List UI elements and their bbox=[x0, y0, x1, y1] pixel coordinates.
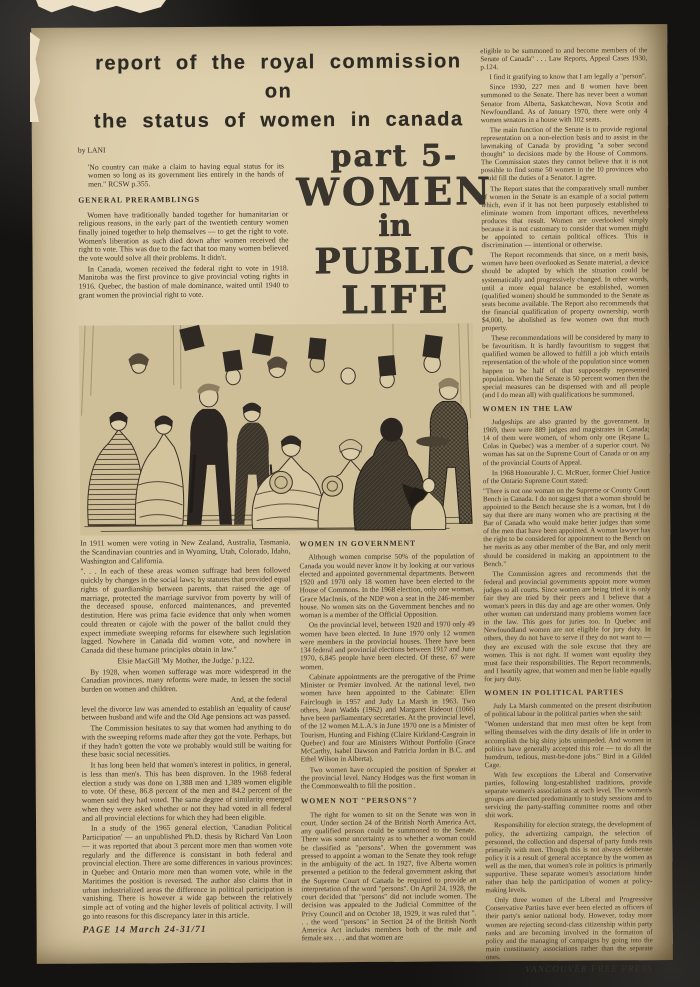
article-paragraph: In Canada, women received the federal right to vote in 1918. Manitoba was the first province to give provincial voting rights in 1916. Quebec, the bastion of male dominance, waited until 1940 to grant women the provincial right to vote. bbox=[78, 263, 289, 300]
byline: by LANI bbox=[77, 145, 106, 155]
main-article-area bbox=[77, 45, 493, 953]
article-paragraph: In 1911 women were voting in New Zealand, Australia, Tasmania, the Scandinavian countries and in Wyoming, Utah, Colorado, Idaho, Washington and California. bbox=[80, 537, 291, 566]
article-paragraph: The Report recommends that since, on a merit basis, women have been overlooked as Senate material, a device should be adopted by which the situation could be systematically and progressively changed. In other words, until a more equal balance be established, women (qualified women) should be summonded to the Senate as seats become available. The Report also recommends that the financial qualification of property ownership, worth $4,000, be abolished as few women own that much property. bbox=[481, 250, 649, 333]
article-paragraph-body: level the divorce law was amended to establish an 'equality of cause' between husband and wife and the Old Age pensions act was passed. bbox=[81, 702, 292, 722]
article-paragraph: Only three women of the Liberal and Progressive Conservative Parties have ever been elected as officers of their party's senior national body. However, today more women are rejecting second-class citizenship within party ranks and are becoming involved in the formation of policy and the managing of campaigns by going into the main constituency associations rather than the separate ones. bbox=[485, 895, 653, 962]
article-paragraph: The Commission hesitates to say that women had anything to do with the sweeping reforms made after they got the vote. Perhaps, but if they hadn't gotten the vote we probably would still be waiting for these basic social necessities. bbox=[81, 722, 292, 759]
victorian-crowd-engraving bbox=[79, 323, 474, 535]
article-paragraph: Women have traditionally banded together for humanitarian or religious reasons, in the early part of the twentieth century women finally joined together to help themselves — to get the right to vote. Women's liberation as such died down after women received the right to vote. This was due to the fact that too many women believed the vote would solve all their problems. It didn't. bbox=[78, 208, 289, 263]
article-paragraph: Two women have occupied the position of Speaker at the provincial level. Nancy Hodges was the first woman in the Commonwealth to fill the position . bbox=[300, 763, 476, 791]
article-paragraph: "Women understand that men must often be kept from selling themselves with the dirty details of life in order to accomplish the big shiny jobs unimpeded. And women in politics have generally accepted this role — to do all the humdrum, tedious, must-be-done jobs." Bird in a Gilded Cage. bbox=[484, 719, 652, 769]
article-paragraph: The Commission agrees and recommends that the federal and provincial governments appoint more women judges to all courts. Since women are being tried it is only fair they are tried by their peers and I believe that a woman's peers in this day and age are other women. Only other women can understand many problems women face in the law. This goes for juries too. In Quebec and Newfoundland women are not eligible for jury duty. In others, they do not have to serve if they do not want to — they are excused with the sole excuse that they are women. This is not right. If women want equality they must face their responsibilities. The Report recommends, and I heartily agree, that women and men be liable equally for jury duty. bbox=[483, 568, 652, 684]
article-paragraph: Although women comprise 50% of the population of Canada you would never know it by looking at our various elected and appointed governmental departments. Between 1920 and 1970 only 18 women have been elected to the House of Commons. In the 1968 election, only one woman, Grace MacInnis, of the NDP won a seat in the 246-member house. No women sits on the Government benches and no woman is a member of the Official Opposition. bbox=[299, 551, 475, 620]
article-paragraph: Responsibility for election strategy, the development of policy, the advertizing campaign, the selection of personnel, the collection and dispersal of party funds rests primarily with men. Though this is not always deliberate policy it is a result of general acceptance by the women as well as the men, that women's role in politics is primarily supportive. These separate women's associations hinder rather than help the participation of women at policy-making levels. bbox=[485, 820, 653, 895]
section-header-women-in-government: WOMEN IN GOVERNMENT bbox=[299, 538, 417, 549]
masthead-line-1: report of the royal commission on bbox=[95, 50, 462, 103]
intro-column bbox=[78, 139, 289, 320]
page-number-footer: PAGE 14 March 24-31/71 bbox=[82, 924, 207, 936]
article-paragraph: It has long been held that women's interest in politics, in general, is less than men's. This has been disproven. In the 1968 federal election a study was done on 1,388 men and 1,389 women eligible to vote. Of these, 86.8 percent of the men and 84.2 percent of the women said they had voted. The same degree of similarity emerged when they were asked whether or not they had voted in all federal and all provincial elections for which they had been eligible. bbox=[81, 759, 292, 823]
quote-attribution: Elsie MacGill 'My Mother, the Judge.' p.122. bbox=[117, 655, 255, 666]
section-header-women-in-political-parties: WOMEN IN POLITICAL PARTIES bbox=[484, 687, 625, 698]
article-paragraph: I find it gratifying to know that I am legally a "person". bbox=[489, 72, 647, 82]
part-headline-line: in bbox=[377, 208, 412, 244]
left-column bbox=[80, 538, 292, 946]
article-paragraph: Since 1930, 227 men and 8 women have been summoned to the Senate. There has never been a woman Senator from Alberta, Saskatchewan, Nova Scotia and Newfoundland. As of January 1970, there were only 4 women senators in a house with 102 seats. bbox=[480, 82, 648, 124]
article-paragraph: In a study of the 1965 general election, 'Canadian Political Participation' — an unpublished Ph.D. thesis by Richard Van Loon — it was reported that about 3 percent more men than women vote regularly and the difference is consistant in both federal and provincial election. There are some differences in various provinces; in Quebec and Ontario more men than women vote, while in the Maritimes the position is reversed. The author also claims that in urban industrialized areas the difference in political participation is vanishing. There is however a wide gap between the relatively simple act of voting and the higher levels of political activity. I will go into reasons for this discrepancy later in this article. bbox=[82, 822, 293, 921]
middle-column bbox=[299, 537, 476, 945]
article-paragraph: eligible to be summoned to and become members of the Senate of Canada" . . . Law Reports, Appeal Cases 1930, p.124. bbox=[480, 46, 648, 72]
article-paragraph: "There is not one woman on the Supreme or County Court Bench in Canada. I do not suggest that a woman should be appointed to the Bench because she is a woman, but I do say that there are many women who are practising at the Bar of Canada who would make better judges than some of the men that have been appointed. A woman lawyer has the right to be considered for appointment to the Bench on her merits as any other member of the Bar, and only merit should be considered in making an appointment to the Bench." bbox=[482, 485, 651, 568]
part-headline-line: LIFE bbox=[340, 276, 450, 323]
part-headline-line: WOMEN bbox=[296, 168, 493, 215]
article-paragraph: The right for women to sit on the Senate was won in court. Under section 24 of the British North America Act, any qualified person could be summoned to the Senate. There was some uncertainty as to whether a woman could be classified as "persons". When the government was pressed to appoint a woman to the Senate they took refuge in the ambiguity of the act. In 1927, five Alberta women presented a petition to the federal government asking that the Supreme Court of Canada be required to provide an interpretation of the word "persons". On April 24, 1928, the court decided that "persons" did not include women. The decision was appealed to the Judicial Committee of the Privy Council and on October 18, 1929, it was ruled that ". . . the word "persons" in Section 24 of the British North America Act includes members both of the male and female sex . . . and that women are bbox=[300, 808, 477, 943]
article-paragraph: The main function of the Senate is to provide regional representation on a non-election basis and to assist in the lawmaking of Canada by providing "a sober second thought" to decisions made by the House of Commons. The Commission states they cannot believe that it is not possible to find some 50 women in the 10 provinces who could fill the duties of a Senator. I agree. bbox=[480, 125, 649, 183]
section-header-women-not-persons: WOMEN NOT "PERSONS"? bbox=[300, 795, 418, 806]
part-headline-line: part 5- bbox=[330, 138, 459, 175]
article-paragraph: The Report states that the comparatively small number of women in the Senate is an example of a social pattern which, even if it has not been purposely established to eliminate women from important offices, nevertheless produces that result. Women are overlooked simply because it is not customary to consider that women might be appointed to certain political offices. This is discrimination — intentional or otherwise. bbox=[481, 183, 649, 250]
article-paragraph: Judy La Marsh commented on the present distribution of political labour in the political parties when she said: bbox=[484, 701, 652, 719]
article-paragraph bbox=[81, 695, 291, 723]
article-paragraph: ". . . In each of these areas women suffrage had been followed quickly by changes in the social laws; by statutes that provided equal rights of guardianship between parents, that raised the age of marriage, protected the marriage survivor from poverty by will of the deceased spouse, enforced maintenances, and prevented destitution. Here was prima facie evidence that only when women could threaten or cajole with the power of the ballot could they expect immediate sweeping reforms for elsewhere such legislation lagged. Nowhere in Canada did women vote, and nowhere in Canada did these humane principles obtain in law." bbox=[80, 565, 291, 655]
epigraph-quote: 'No country can make a claim to having equal status for its women so long as its government lies entirely in the hands of men." RCSW p.355. bbox=[87, 161, 285, 189]
article-paragraph: In 1968 Honourable J. C. McRuer, former Chief Justice of the Ontario Supreme Court stated: bbox=[482, 467, 650, 485]
article-paragraph: Cabinate appointments are the prerogative of the Prime Minister or Premier involved. At the national level, two women have been appointed to the Cabinate: Ellen Fairclough in 1957 and Judy La Marsh in 1963. Two others, Jean Wadds (1962) and Margaret Rideout (1066) have been parliamentary secretaries. At the provincial level, of the 12 women M.L.A.'s in June 1970 one is a Minister of Tourism, Hunting and Fishing (Claire Kirkland-Casgrain in Quebec) and four are Ministers Without Portfolio (Grace McCarthy, Isabel Dawson and Patricia Jordan in B.C. and Ethel Wilson in Alberta). bbox=[300, 671, 476, 764]
article-paragraph: On the provincial level, between 1920 and 1970 only 49 women have been elected. In June 1970 only 12 women were members in the provincial houses. There have been 134 federal and provincial elections between 1917 and June 1970, 6,845 people have been elected. Of these, 67 were women. bbox=[299, 619, 476, 671]
article-paragraph-lead: And, at the federal bbox=[230, 694, 288, 704]
article-paragraph: Judgeships are also granted by the government. In 1969, there were 889 judges and magistrates in Canada; 14 of them were women, of whom only one (Rejane L. Colas in Quebec) was a member of a superior court. No woman has sat on the Supreme Court of Canada or on any of the provincial Courts of Appeal. bbox=[482, 417, 650, 467]
article-paragraph: With few exceptions the Liberal and Conservative parties, following long-established traditions, provide separate women's associations at each level. The women's groups are directed predominantly to study sessions and to servicing the party-staffing committee rooms and other shit work. bbox=[484, 770, 652, 820]
publication-credit: VANCOUVER FREE PRESS bbox=[525, 963, 653, 974]
article-paragraph: These recommendations will be considered by many to be favouritism. It is hardly favouritism to suggest that qualified women be allowed to fulfill a job which entails representation of the whole of the population since women happen to be half of that supposedly represented population. When the Senate is 50 percent women then the special measures can be dispensed with and all people (and I do mean all) with qualifications be summoned. bbox=[482, 333, 650, 400]
torn-paper-edge bbox=[36, 0, 166, 13]
section-header-women-in-the-law: WOMEN IN THE LAW bbox=[482, 403, 574, 414]
article-paragraph: By 1928, when women sufferage was more widespread in the Canadian provinces, many reforms were made, to lessen the social burden on women and children. bbox=[81, 665, 292, 694]
part-headline-line: PUBLIC bbox=[314, 240, 476, 283]
section-header-general-preramblings: GENERAL PRERAMBLINGS bbox=[78, 194, 200, 205]
article-masthead bbox=[85, 47, 472, 136]
newspaper-page bbox=[31, 24, 673, 974]
right-column bbox=[480, 44, 667, 974]
masthead-line-2: the status of women in canada bbox=[93, 108, 464, 133]
part-five-headline bbox=[296, 138, 494, 323]
